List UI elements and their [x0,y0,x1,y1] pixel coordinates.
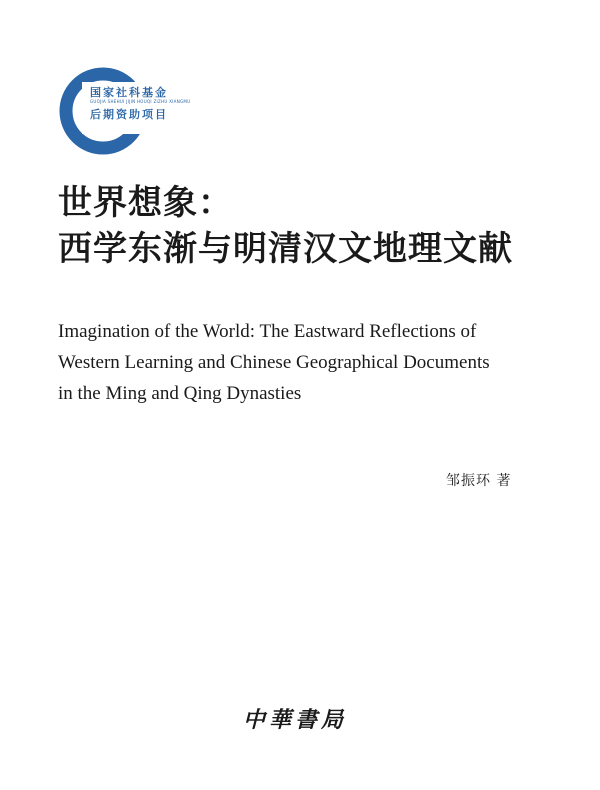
chinese-title-line-1: 世界想象： [58,183,233,223]
logo-line-2: 后期资助项目 [90,108,168,121]
chinese-title [58,180,513,272]
logo-pinyin: GUOJIA SHEHUI JIJIN HOUQI ZIZHU XIANGMU [90,99,191,104]
foundation-logo [58,66,191,156]
english-title-line-1: Imagination of the World: The Eastward Reflections of [58,321,477,342]
english-title [58,316,558,409]
english-title-line-3: in the Ming and Qing Dynasties [58,383,302,404]
english-title-line-2: Western Learning and Chinese Geographical Documents [58,352,490,373]
chinese-title-line-2: 西学东渐与明清汉文地理文献 [58,229,513,269]
logo-text-block [82,82,191,134]
publisher-name: 中華書局 [243,707,348,733]
author-line: 邹振环 著 [446,473,512,489]
logo-line-1: 国家社科基金 [90,86,168,99]
